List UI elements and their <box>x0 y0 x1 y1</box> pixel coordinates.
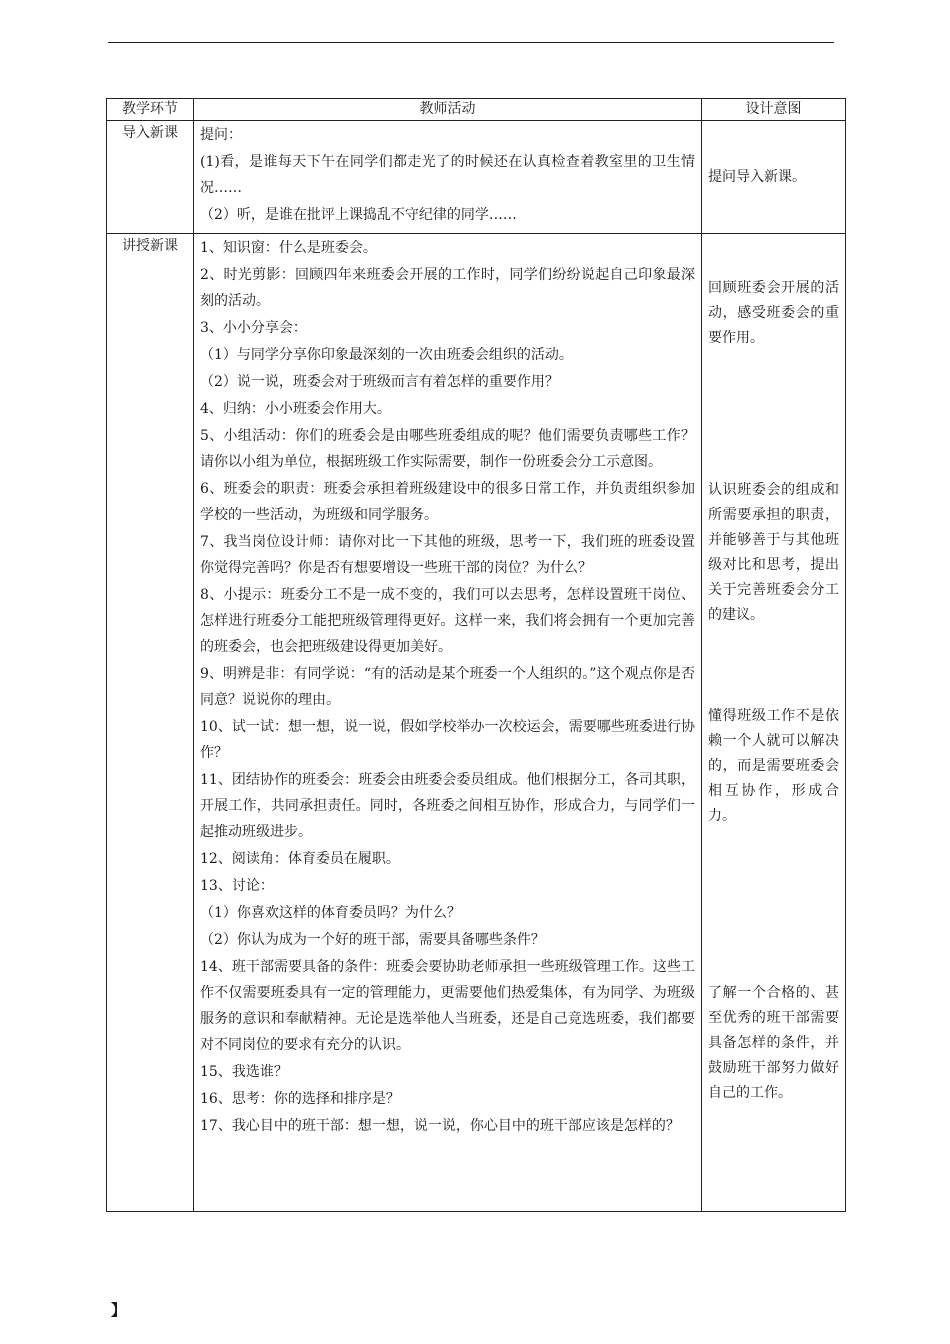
activity-line: 11、团结协作的班委会：班委会由班委会委员组成。他们根据分工，各司其职，开展工作，共同承担责任。同时，各班委之间相互协作，形成合力，与同学们一起推动班级进步。 <box>200 772 695 840</box>
activity-line: 4、归纳：小小班委会作用大。 <box>200 401 391 417</box>
table-row <box>107 121 846 234</box>
stage-cell: 讲授新课 <box>107 234 194 1212</box>
activity-line: 1、知识窗：什么是班委会。 <box>200 240 377 256</box>
activity-line: 2、时光剪影：回顾四年来班委会开展的工作时，同学们纷纷说起自己印象最深刻的活动。 <box>200 267 695 309</box>
activity-line: 16、思考：你的选择和排序是？ <box>200 1091 400 1107</box>
intent-text: 懂得班级工作不是依赖一个人就可以解决的，而是需要班委会相互协作，形成合力。 <box>708 708 839 824</box>
lesson-plan-table <box>106 98 846 1212</box>
footer-glyph: 】 <box>111 1301 127 1319</box>
header-rule <box>108 42 834 43</box>
activity-line: 7、我当岗位设计师：请你对比一下其他的班级，思考一下，我们班的班委设置你觉得完善吗？你是否有想要增设一些班干部的岗位？为什么？ <box>200 534 695 576</box>
activity-line: (1)看，是谁每天下午在同学们都走光了的时候还在认真检查着教室里的卫生情况…… <box>200 154 695 196</box>
header-stage: 教学环节 <box>107 99 194 121</box>
activity-line: （1）与同学分享你印象最深刻的一次由班委会组织的活动。 <box>200 347 573 363</box>
activity-line: 10、试一试：想一想，说一说，假如学校举办一次校运会，需要哪些班委进行协作？ <box>200 719 695 761</box>
activity-line: 3、小小分享会： <box>200 320 307 336</box>
activity-cell <box>194 234 702 1212</box>
activity-line: （2）听，是谁在批评上课捣乱不守纪律的同学…… <box>200 207 517 223</box>
intent-cell <box>702 121 846 234</box>
intent-text: 提问导入新课。 <box>708 168 806 185</box>
activity-line: 17、我心目中的班干部：想一想，说一说，你心目中的班干部应该是怎样的？ <box>200 1118 680 1134</box>
activity-line: 8、小提示：班委分工不是一成不变的，我们可以去思考，怎样设置班干岗位、怎样进行班委分工能把班级管理得更好。这样一来，我们将会拥有一个更加完善的班委会，也会把班级建设得更加美好。 <box>200 587 695 655</box>
activity-cell <box>194 121 702 234</box>
header-design-intent: 设计意图 <box>702 99 846 121</box>
header-teacher-activity: 教师活动 <box>194 99 702 121</box>
header-row <box>107 99 846 121</box>
activity-line: 5、小组活动：你们的班委会是由哪些班委组成的呢？他们需要负责哪些工作？请你以小组为单位，根据班级工作实际需要，制作一份班委会分工示意图。 <box>200 428 695 470</box>
activity-line: 13、讨论： <box>200 878 274 894</box>
intent-text: 回顾班委会开展的活动，感受班委会的重要作用。 <box>708 280 839 346</box>
table-row <box>107 234 846 1212</box>
activity-line: 6、班委会的职责：班委会承担着班级建设中的很多日常工作，并负责组织参加学校的一些活动，为班级和同学服务。 <box>200 481 695 523</box>
activity-line: 12、阅读角：体育委员在履职。 <box>200 851 400 867</box>
intent-text: 了解一个合格的、甚至优秀的班干部需要具备怎样的条件，并鼓励班干部努力做好自己的工作。 <box>708 985 839 1101</box>
intent-cell <box>702 234 846 1212</box>
activity-line: 15、我选谁？ <box>200 1064 288 1080</box>
activity-line: （2）你认为成为一个好的班干部，需要具备哪些条件？ <box>200 932 545 948</box>
activity-line: 9、明辨是非：有同学说：“有的活动是某个班委一个人组织的。”这个观点你是否同意？说说你的理由。 <box>200 666 695 708</box>
stage-cell: 导入新课 <box>107 121 194 234</box>
activity-line: 14、班干部需要具备的条件：班委会要协助老师承担一些班级管理工作。这些工作不仅需要班委具有一定的管理能力，更需要他们热爱集体，有为同学、为班级服务的意识和奉献精神。无论是选举他人当班委，还是自己竞选班委，我们都要对不同岗位的要求有充分的认识。 <box>200 959 695 1053</box>
activity-line: （2）说一说，班委会对于班级而言有着怎样的重要作用？ <box>200 374 559 390</box>
activity-line: （1）你喜欢这样的体育委员吗？为什么？ <box>200 905 461 921</box>
activity-line: 提问： <box>200 127 242 143</box>
intent-text: 认识班委会的组成和所需要承担的职责，并能够善于与其他班级对比和思考，提出关于完善班委会分工的建议。 <box>708 482 839 623</box>
